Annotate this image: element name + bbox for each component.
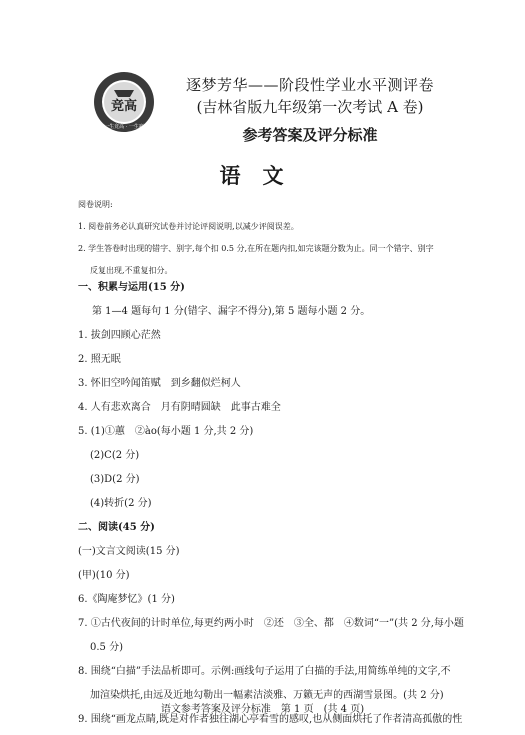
- section-note: 第 1—4 题每句 1 分(错字、漏字不得分),第 5 题每小题 2 分。: [92, 306, 371, 317]
- answer-item: 6.《陶庵梦忆》(1 分): [78, 594, 175, 605]
- answer-item: 5. (1)①蕙 ②ào(每小题 1 分,共 2 分): [78, 426, 254, 437]
- answer-item: 2. 照无眠: [78, 354, 121, 365]
- notes-item-2-cont: 反复出现,不重复扣分。: [90, 266, 173, 275]
- answer-subitem: (3)D(2 分): [90, 474, 140, 485]
- answer-body: [78, 276, 498, 732]
- answer-subitem: (2)C(2 分): [90, 450, 140, 461]
- grading-notes: [78, 194, 498, 282]
- answer-subitem: (4)转折(2 分): [90, 498, 152, 509]
- subsection-heading: (甲)(10 分): [78, 570, 130, 581]
- answer-item: 4. 人有悲欢离合 月有阴晴圆缺 此事古难全: [78, 402, 281, 413]
- answer-item-cont: 加渲染烘托,由远及近地勾勒出一幅素洁淡雅、万籁无声的西湖雪景图。(共 2 分): [90, 690, 444, 701]
- answer-item: 3. 怀旧空吟闻笛赋 到乡翻似烂柯人: [78, 378, 241, 389]
- notes-heading: 阅卷说明:: [78, 200, 113, 209]
- answer-item-cont: 0.5 分): [90, 642, 123, 653]
- answer-item: 9. 围绕“画龙点睛,既是对作者独往湖心亭看雪的感叹,也从侧面烘托了作者清高孤傲的性: [78, 714, 463, 725]
- subject-title: 语文: [219, 164, 306, 188]
- notes-item-2: 2. 学生答卷时出现的错字、别字,每个扣 0.5 分,在所在题内扣,如完该题分数为止。同一个错字、别字: [78, 244, 434, 253]
- answer-item: 7. ①古代夜间的计时单位,每更约两小时 ②还 ③全、都 ④数词“一”(共 2 分,每小题: [78, 618, 464, 629]
- answer-key-title: 参考答案及评分标准: [242, 126, 378, 144]
- exam-title: 逐梦芳华——阶段性学业水平测评卷: [185, 76, 434, 94]
- section-heading: 一、积累与运用(15 分): [78, 282, 185, 293]
- answer-item: 1. 拔剑四顾心茫然: [78, 330, 161, 341]
- logo: [92, 70, 156, 134]
- logo-text: 竞高: [110, 99, 138, 114]
- subsection-heading: (一)文言文阅读(15 分): [78, 546, 180, 557]
- notes-item-1: 1. 阅卷前务必认真研究试卷并讨论评阅说明,以减少评阅误差。: [78, 222, 299, 231]
- section-heading: 二、阅读(45 分): [78, 522, 155, 533]
- logo-ring-text: 一生竞高 · 一生赢: [104, 124, 144, 130]
- answer-item: 8. 围绕“白描”手法品析即可。示例:画线句子运用了白描的手法,用简练单纯的文字,不: [78, 666, 451, 677]
- logo-emblem: [92, 70, 156, 134]
- page-footer: 语文参考答案及评分标准 第 1 页 (共 4 页): [160, 704, 365, 715]
- exam-subtitle: (吉林省版九年级第一次考试 A 卷): [196, 98, 424, 116]
- header: [160, 74, 460, 146]
